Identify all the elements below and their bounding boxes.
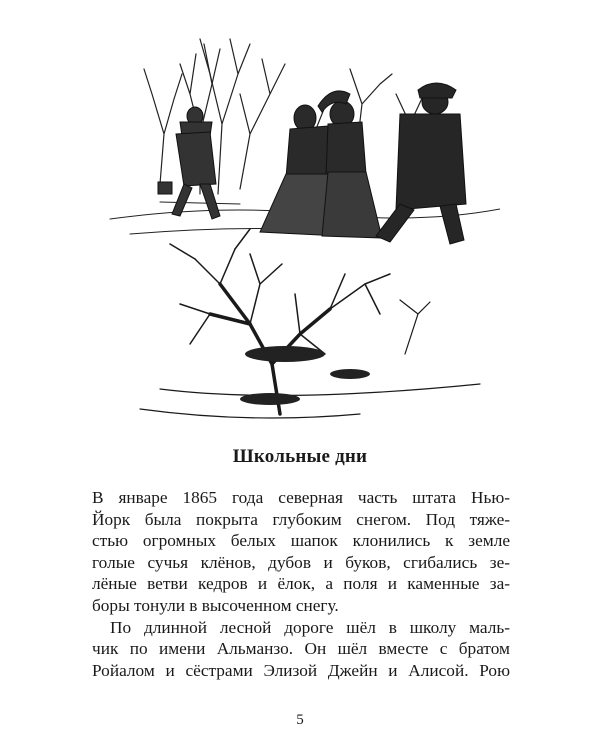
paragraph: [92, 617, 510, 682]
foreground-bush: [140, 229, 480, 418]
text-line: По длинной лесной дороге шёл в школу маль-: [110, 617, 510, 637]
text-line: В январе 1865 года северная часть штата Нью-: [92, 488, 510, 507]
text-line: стью огромных белых шапок клонились к земле: [92, 531, 510, 551]
text-line: Ройалом и сёстрами Элизой Джейн и Алисой. Рою: [92, 660, 510, 680]
winter-scene-illustration: [100, 14, 500, 432]
paragraph: [92, 487, 510, 617]
text-line: голые сучья клёнов, дубов и буков, сгибались зе-: [92, 552, 510, 572]
winter-scene-drawing: [100, 14, 500, 432]
text-line: боры тонули в высоченном снегу.: [92, 595, 339, 615]
text-line: лёные ветви кедров и ёлок, а поля и каменные за-: [92, 574, 510, 594]
text-line: Йорк была покрыта глубоким снегом. Под тяже-: [92, 509, 510, 529]
page-number: 5: [296, 712, 304, 728]
text-line: чик по имени Альманзо. Он шёл вместе с братом: [92, 639, 510, 659]
chapter-title: Школьные дни: [232, 446, 368, 467]
body-text: [92, 487, 510, 681]
walking-figures: [158, 83, 466, 244]
